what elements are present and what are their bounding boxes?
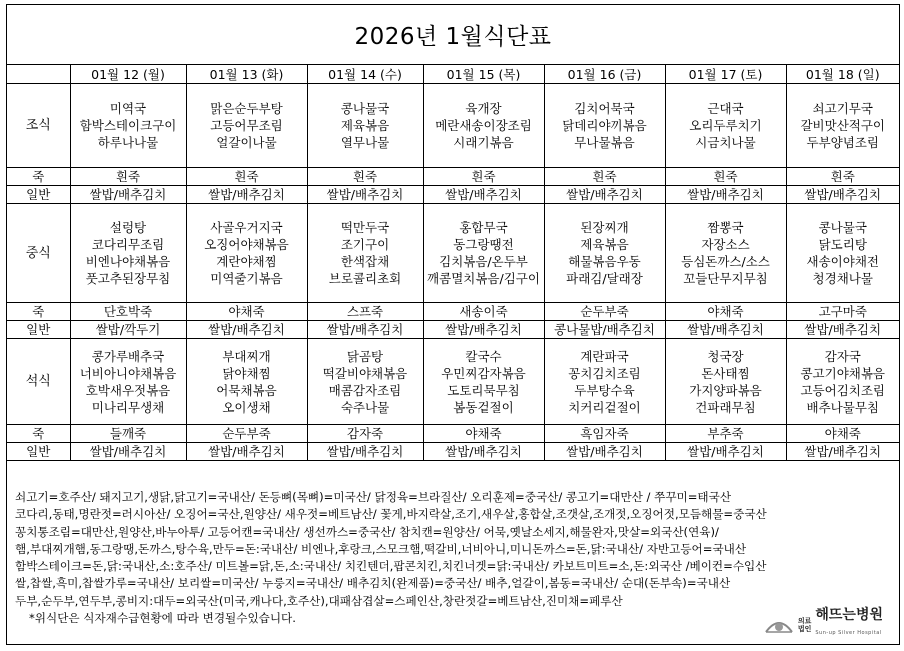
menu-cell xyxy=(786,339,899,425)
hospital-name: 해뜨는병원 xyxy=(815,607,883,624)
dish-item: 얼갈이나물 xyxy=(216,135,277,150)
dish-item: 콩고기야채볶음 xyxy=(800,365,886,381)
menu-cell: 쌀밥/배추김치 xyxy=(423,443,544,461)
day-header: 01월 17 (토) xyxy=(665,65,786,84)
menu-cell xyxy=(70,84,186,168)
breakfast-general-row xyxy=(7,186,899,204)
menu-cell: 단호박죽 xyxy=(70,303,186,321)
menu-cell: 쌀밥/배추김치 xyxy=(186,321,307,339)
dinner-porridge-row xyxy=(7,425,899,443)
origin-note-line: 함박스테이크=돈,닭:국내산,소:호주산/ 미트볼=닭,돈,소:국내산/ 치킨텐더,팝콘치킨,치킨너겟=닭:국내산/ 카보트미트=소,돈:외국산 /베이컨=수입산 xyxy=(15,559,767,574)
menu-cell xyxy=(186,204,307,303)
dish-item: 닭데리야끼볶음 xyxy=(562,118,647,133)
origin-note-line: 코다리,동태,명란젓=러시아산/ 오징어=국산,원양산/ 새우젓=베트남산/ 꽃게,바지락살,조기,새우살,홍합살,조갯살,조개젓,오징어젓,모듬해물=중국산 xyxy=(15,507,767,522)
menu-cell: 쌀밥/배추김치 xyxy=(70,186,186,204)
dish-item: 미역국 xyxy=(109,101,147,116)
menu-cell xyxy=(544,84,665,168)
dish-item: 꼬들단무지무침 xyxy=(683,271,768,286)
dish-item: 닭곰탕 xyxy=(346,348,384,364)
day-header: 01월 13 (화) xyxy=(186,65,307,84)
menu-cell: 순두부죽 xyxy=(544,303,665,321)
menu-cell xyxy=(423,84,544,168)
menu-cell xyxy=(665,84,786,168)
origin-note-line: 두부,순두부,연두부,콩비지:대두=외국산(미국,캐나다,호주산),대패삼겹살=스페인산,창란젓갈=베트남산,진미채=페루산 xyxy=(15,593,623,608)
dish-item: 계란야채찜 xyxy=(216,254,277,269)
dish-item: 홍합무국 xyxy=(459,220,508,235)
menu-cell: 순두부죽 xyxy=(186,425,307,443)
dish-item: 감자국 xyxy=(824,348,861,364)
menu-cell: 감자죽 xyxy=(307,425,423,443)
menu-cell: 쌀밥/배추김치 xyxy=(307,186,423,204)
menu-cell: 야채죽 xyxy=(786,425,899,443)
menu-cell: 쌀밥/배추김치 xyxy=(307,321,423,339)
menu-cell xyxy=(423,339,544,425)
menu-cell: 쌀밥/배추김치 xyxy=(786,321,899,339)
menu-cell: 새송이죽 xyxy=(423,303,544,321)
dish-item: 떡갈비야채볶음 xyxy=(322,365,408,381)
day-header: 01월 14 (수) xyxy=(307,65,423,84)
menu-cell: 부추죽 xyxy=(665,425,786,443)
dish-item: 미역줄기볶음 xyxy=(210,271,283,286)
meal-label: 일반 xyxy=(7,186,70,204)
dish-item: 설렁탕 xyxy=(109,220,147,235)
breakfast-row xyxy=(7,84,899,168)
dish-item: 오징어야채볶음 xyxy=(204,237,289,252)
dish-item: 꽁치김치조림 xyxy=(568,365,641,381)
dish-item: 매콤감자조림 xyxy=(328,382,402,398)
dish-item: 고등어무조림 xyxy=(210,118,283,133)
dish-item: 호박새우젓볶음 xyxy=(85,382,171,398)
dish-item: 메란새송이장조림 xyxy=(435,118,532,133)
dish-item: 미나리무생채 xyxy=(91,399,165,415)
dish-item: 등심돈까스/소스 xyxy=(681,254,770,269)
dish-item: 사골우거지국 xyxy=(210,220,283,235)
dish-item: 시금치나물 xyxy=(695,135,756,150)
menu-cell: 쌀밥/배추김치 xyxy=(665,443,786,461)
dish-item: 너비아니야채볶음 xyxy=(79,365,177,381)
menu-cell: 야채죽 xyxy=(665,303,786,321)
dish-item: 고등어김치조림 xyxy=(800,382,886,398)
dish-item: 쇠고기무국 xyxy=(812,101,873,116)
dish-item: 청국장 xyxy=(707,348,744,364)
dish-item: 새송이야채전 xyxy=(806,254,879,269)
menu-cell: 야채죽 xyxy=(423,425,544,443)
dish-item: 우민찌감자볶음 xyxy=(441,365,526,381)
dish-item: 부대찌개 xyxy=(222,348,271,364)
dish-item: 무나물볶음 xyxy=(574,135,635,150)
dish-item: 닭야채찜 xyxy=(222,365,271,381)
dish-item: 계란파국 xyxy=(580,348,629,364)
dish-item: 짬뽕국 xyxy=(707,220,744,235)
dish-item: 배추나물무침 xyxy=(806,399,879,415)
page-title: 2026년 1월식단표 xyxy=(7,5,899,65)
dish-item: 청경채나물 xyxy=(812,271,873,286)
menu-cell: 쌀밥/배추김치 xyxy=(186,443,307,461)
lunch-porridge-row xyxy=(7,303,899,321)
origin-note-line: 쇠고기=호주산/ 돼지고기,생닭,닭고기=국내산/ 돈등뼈(목뼈)=미국산/ 닭정육=브라질산/ 오리훈제=중국산/ 콩고기=대만산 / 쭈꾸미=태국산 xyxy=(15,490,732,504)
menu-cell: 흰죽 xyxy=(665,168,786,186)
dish-item: 조기구이 xyxy=(340,237,390,252)
menu-cell xyxy=(307,204,423,303)
dinner-general-row xyxy=(7,443,899,461)
menu-cell xyxy=(786,84,899,168)
dish-item: 코다리무조림 xyxy=(91,237,165,252)
menu-cell xyxy=(307,339,423,425)
day-header: 01월 12 (월) xyxy=(70,65,186,84)
day-header-row xyxy=(7,65,899,84)
menu-cell xyxy=(70,204,186,303)
dish-item: 열무나물 xyxy=(340,135,390,150)
menu-cell: 쌀밥/배추김치 xyxy=(423,321,544,339)
menu-cell: 스프죽 xyxy=(307,303,423,321)
menu-cell: 쌀밥/배추김치 xyxy=(665,321,786,339)
dish-item: 김치볶음/온두부 xyxy=(439,254,528,269)
footnote: *위식단은 식자재수급현황에 따라 변경될수있습니다. xyxy=(29,611,296,626)
dish-item: 깨콤멸치볶음/김구이 xyxy=(427,271,540,286)
meal-label: 죽 xyxy=(7,425,70,443)
menu-cell: 쌀밥/배추김치 xyxy=(786,443,899,461)
corner-cell xyxy=(7,65,70,84)
menu-cell xyxy=(186,84,307,168)
day-header: 01월 16 (금) xyxy=(544,65,665,84)
menu-cell: 쌀밥/배추김치 xyxy=(423,186,544,204)
menu-cell: 쌀밥/배추김치 xyxy=(544,443,665,461)
meal-label: 일반 xyxy=(7,321,70,339)
dish-item: 파래김/달래장 xyxy=(566,271,643,286)
menu-cell xyxy=(544,204,665,303)
dinner-row xyxy=(7,339,899,425)
dish-item: 제육볶음 xyxy=(580,237,629,252)
dish-item: 해물볶음우동 xyxy=(568,254,641,269)
dish-item: 오이생채 xyxy=(222,399,271,415)
menu-cell xyxy=(186,339,307,425)
menu-cell: 쌀밥/배추김치 xyxy=(544,186,665,204)
dish-item: 된장찌개 xyxy=(580,220,629,235)
dish-item: 어묵채볶음 xyxy=(216,382,277,398)
menu-sheet xyxy=(6,4,900,645)
day-header: 01월 15 (목) xyxy=(423,65,544,84)
meal-label: 조식 xyxy=(7,84,70,168)
menu-cell: 흰죽 xyxy=(423,168,544,186)
dish-item: 칼국수 xyxy=(465,348,502,364)
dish-item: 치커리겉절이 xyxy=(568,399,641,415)
meal-label: 석식 xyxy=(7,339,70,425)
lunch-general-row xyxy=(7,321,899,339)
menu-cell xyxy=(786,204,899,303)
dish-item: 돈사태찜 xyxy=(701,365,750,381)
dish-item: 브로콜리초회 xyxy=(328,271,402,286)
dish-item: 떡만두국 xyxy=(340,220,390,235)
menu-cell: 야채죽 xyxy=(186,303,307,321)
dish-item: 콩나물국 xyxy=(818,220,867,235)
menu-cell: 쌀밥/배추김치 xyxy=(786,186,899,204)
dish-item: 풋고추된장무침 xyxy=(85,271,171,286)
dish-item: 하루나나물 xyxy=(97,135,159,150)
dish-item: 비엔나야채볶음 xyxy=(85,254,171,269)
dish-item: 육개장 xyxy=(465,101,502,116)
dish-item: 한색잡채 xyxy=(340,254,390,269)
dish-item: 봄동겉절이 xyxy=(453,399,514,415)
sunrise-logo-icon xyxy=(764,616,794,634)
meal-label: 죽 xyxy=(7,168,70,186)
menu-cell: 흑임자죽 xyxy=(544,425,665,443)
dish-item: 자장소스 xyxy=(701,237,750,252)
meal-label: 일반 xyxy=(7,443,70,461)
dish-item: 맑은순두부탕 xyxy=(210,101,283,116)
dish-item: 가지양파볶음 xyxy=(689,382,762,398)
dish-item: 오리두루치기 xyxy=(689,118,762,133)
dish-item: 함박스테이크구이 xyxy=(79,118,177,133)
menu-cell xyxy=(307,84,423,168)
corp-label: 의료 법인 xyxy=(797,616,812,633)
menu-cell: 쌀밥/배추김치 xyxy=(665,186,786,204)
menu-cell: 흰죽 xyxy=(786,168,899,186)
origin-note-line: 쌀,찹쌀,흑미,찹쌀가루=국내산/ 보리쌀=미국산/ 누룽지=국내산/ 배추김치(완제품)=중국산/ 배추,얼갈이,봄동=국내산/ 순대(돈부속)=국내산 xyxy=(15,576,731,591)
day-header: 01월 18 (일) xyxy=(786,65,899,84)
menu-cell xyxy=(70,339,186,425)
dish-item: 콩가루배추국 xyxy=(91,348,165,364)
menu-cell: 콩나물밥/배추김치 xyxy=(544,321,665,339)
origin-note-line: 햄,부대찌개햄,동그랑땡,돈까스,탕수육,만두=돈:국내산/ 비엔나,후랑크,스모크햄,떡갈비,너비아니,미니돈까스=돈,닭:국내산/ 자반고등어=국내산 xyxy=(15,541,747,556)
dish-item: 제육볶음 xyxy=(340,118,390,133)
origin-notes xyxy=(7,487,899,644)
menu-cell: 흰죽 xyxy=(544,168,665,186)
dish-item: 두부양념조림 xyxy=(806,135,879,150)
menu-cell: 고구마죽 xyxy=(786,303,899,321)
menu-cell xyxy=(423,204,544,303)
dish-item: 근대국 xyxy=(707,101,744,116)
dish-item: 도토리묵무침 xyxy=(447,382,520,398)
dish-item: 닭도리탕 xyxy=(818,237,867,252)
origin-note-line: 꽁치통조림=대만산,원양산,바누아투/ 고등어캔=국내산/ 생선까스=중국산/ 참치캔=원양산/ 어묵,옛날소세지,해물완자,맛살=외국산(연육)/ xyxy=(15,524,719,539)
meal-label: 중식 xyxy=(7,204,70,303)
dish-item: 김치어묵국 xyxy=(574,101,635,116)
dish-item: 숙주나물 xyxy=(340,399,390,415)
menu-cell xyxy=(544,339,665,425)
dish-item: 건파래무침 xyxy=(695,399,756,415)
menu-cell: 흰죽 xyxy=(70,168,186,186)
dish-item: 갈비맛산적구이 xyxy=(800,118,886,133)
menu-cell: 흰죽 xyxy=(186,168,307,186)
dish-item: 두부탕수육 xyxy=(574,382,635,398)
menu-cell: 쌀밥/깍두기 xyxy=(70,321,186,339)
menu-cell: 들깨죽 xyxy=(70,425,186,443)
dish-item: 동그랑땡전 xyxy=(453,237,514,252)
menu-cell: 쌀밥/배추김치 xyxy=(186,186,307,204)
meal-table xyxy=(7,65,899,461)
meal-label: 죽 xyxy=(7,303,70,321)
lunch-row xyxy=(7,204,899,303)
menu-cell: 쌀밥/배추김치 xyxy=(70,443,186,461)
menu-cell: 흰죽 xyxy=(307,168,423,186)
dish-item: 시래기볶음 xyxy=(453,135,514,150)
hospital-subtitle: Sun-up Silver Hospital xyxy=(815,629,882,636)
dish-item: 콩나물국 xyxy=(340,101,390,116)
breakfast-porridge-row xyxy=(7,168,899,186)
hospital-logo xyxy=(762,607,885,642)
menu-cell xyxy=(665,339,786,425)
menu-cell xyxy=(665,204,786,303)
menu-cell: 쌀밥/배추김치 xyxy=(307,443,423,461)
